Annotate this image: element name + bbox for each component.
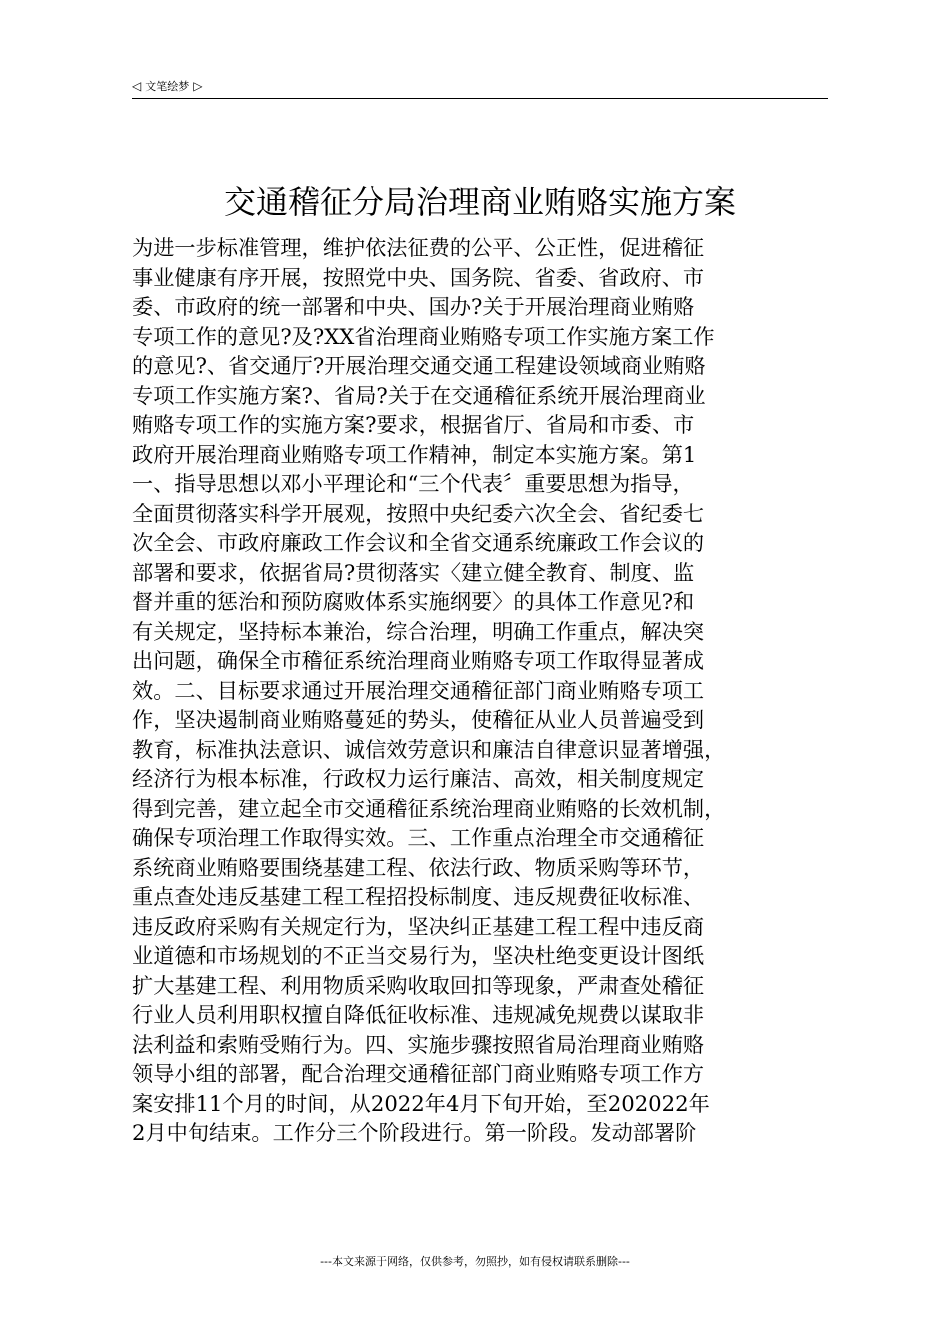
body-line: 部署和要求，依据省局?贯彻落实〈建立健全教育、制度、监 (132, 559, 695, 585)
body-line: 次全会、市政府廉政工作会议和全省交通系统廉政工作会议的 (132, 530, 705, 555)
body-line: 教育，标准执法意识、诚信效劳意识和廉洁自律意识显著增强， (132, 736, 726, 762)
body-line: 专项工作实施方案?、省局?关于在交通稽征系统开展治理商业 (132, 382, 706, 408)
body-line: 经济行为根本标准，行政权力运行廉洁、高效，相关制度规定 (132, 766, 705, 791)
body-line: 全面贯彻落实科学开展观，按照中央纪委六次全会、省纪委七 (132, 500, 705, 526)
body-line: 专项工作的意见?及?XX省治理商业贿赂专项工作实施方案工作 (132, 323, 715, 349)
body-line: 扩大基建工程、利用物质采购收取回扣等现象，严肃查处稽征 (132, 972, 705, 998)
body-line: 领导小组的部署，配合治理交通稽征部门商业贿赂专项工作方 (132, 1061, 705, 1086)
body-line: 为进一步标准管理，维护依法征费的公平、公正性，促进稽征 (132, 235, 705, 260)
document-body (132, 233, 828, 1148)
body-line: 2月中旬结束。工作分三个阶段进行。第一阶段。发动部署阶 (132, 1120, 697, 1145)
body-line: 确保专项治理工作取得实效。三、工作重点治理全市交通稽征 (132, 825, 705, 850)
right-triangle-icon: ▷ (193, 79, 203, 93)
body-line: 案安排11个月的时间，从2022年4月下旬开始，至202022年 (132, 1090, 710, 1116)
body-line: 行业人员利用职权擅自降低征收标准、违规减免规费以谋取非 (132, 1002, 705, 1027)
body-line: 委、市政府的统一部署和中央、国办?关于开展治理商业贿赂 (132, 294, 695, 319)
body-line: 一、指导思想以邓小平理论和“三个代表〞重要思想为指导， (132, 471, 694, 496)
body-line: 作，坚决遏制商业贿赂蔓延的势头，使稽征从业人员普遍受到 (132, 707, 705, 732)
footer-notice: ---本文来源于网络，仅供参考，勿照抄，如有侵权请联系删除--- (320, 1255, 630, 1268)
body-line: 出问题，确保全市稽征系统治理商业贿赂专项工作取得显著成 (132, 648, 705, 673)
body-line: 违反政府采购有关规定行为，坚决纠正基建工程工程中违反商 (132, 913, 705, 939)
body-line: 效。二、目标要求通过开展治理交通稽征部门商业贿赂专项工 (132, 677, 705, 703)
body-line: 的意见?、省交通厅?开展治理交通交通工程建设领域商业贿赂 (132, 353, 706, 378)
left-triangle-icon: ◁ (132, 79, 142, 93)
body-line: 事业健康有序开展，按照党中央、国务院、省委、省政府、市 (132, 264, 705, 290)
body-line: 得到完善，建立起全市交通稽征系统治理商业贿赂的长效机制， (132, 795, 726, 821)
body-line: 有关规定，坚持标本兼治，综合治理，明确工作重点，解决突 (132, 618, 705, 644)
body-line: 政府开展治理商业贿赂专项工作精神，制定本实施方案。第1 (132, 441, 697, 467)
page-header (132, 74, 828, 99)
document-title: 交通稽征分局治理商业贿赂实施方案 (223, 183, 736, 221)
header-brand (132, 78, 202, 94)
brand-text: 文笔绘梦 (145, 80, 190, 93)
body-line: 贿赂专项工作的实施方案?要求，根据省厅、省局和市委、市 (132, 412, 695, 437)
body-line: 法利益和索贿受贿行为。四、实施步骤按照省局治理商业贿赂 (132, 1031, 705, 1057)
body-line: 重点查处违反基建工程工程招投标制度、违反规费征收标准、 (132, 884, 705, 909)
body-line: 系统商业贿赂要围绕基建工程、依法行政、物质采购等环节， (132, 854, 705, 880)
body-line: 业道德和市场规划的不正当交易行为，坚决杜绝变更设计图纸 (132, 943, 705, 968)
body-line: 督并重的惩治和预防腐败体系实施纲要〉的具体工作意见?和 (132, 589, 695, 614)
